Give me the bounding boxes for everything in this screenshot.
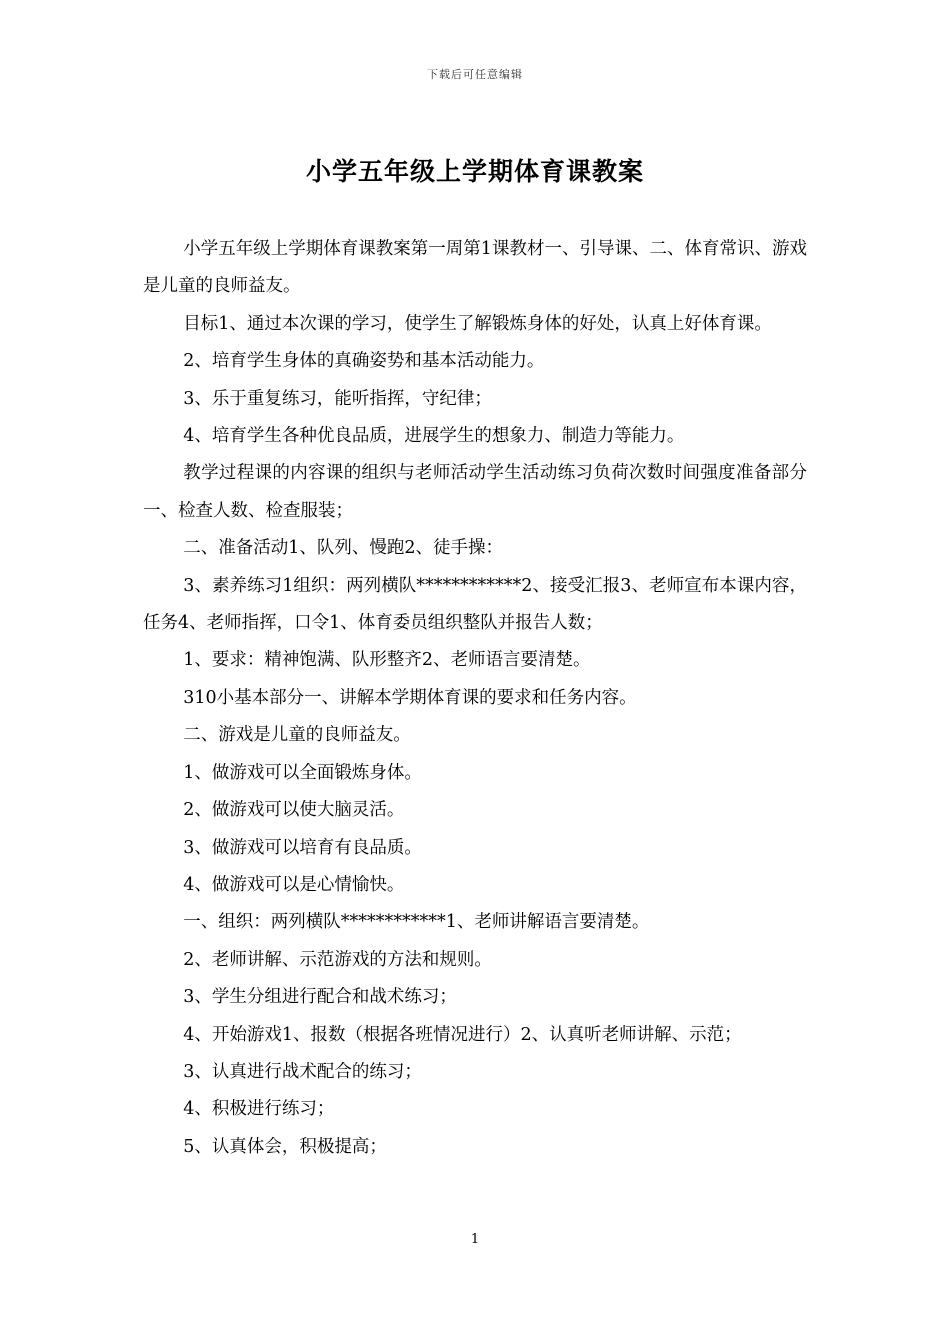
paragraph: 4、开始游戏1、报数（根据各班情况进行）2、认真听老师讲解、示范； <box>183 1024 742 1045</box>
page-number: 1 <box>470 1232 480 1247</box>
paragraph: 二、准备活动1、队列、慢跑2、徒手操： <box>183 538 504 559</box>
paragraph: 一、组织：两列横队************1、老师讲解语言要清楚。 <box>183 912 650 933</box>
paragraph: 1、做游戏可以全面锻炼身体。 <box>183 762 422 783</box>
document-body <box>143 231 807 1166</box>
paragraph: 3、素养练习1组织：两列横队************2、接受汇报3、老师宣布本课内容，任务4、老师指挥，口令1、体育委员组织整队并报告人数； <box>143 575 807 634</box>
paragraph: 2、老师讲解、示范游戏的方法和规则。 <box>183 949 492 970</box>
paragraph: 3、乐于重复练习，能听指挥，守纪律； <box>183 388 492 409</box>
paragraph: 5、认真体会，积极提高； <box>183 1136 387 1157</box>
paragraph: 4、积极进行练习； <box>183 1099 335 1120</box>
header-note: 下载后可任意编辑 <box>427 68 523 81</box>
document-title: 小学五年级上学期体育课教案 <box>305 157 644 186</box>
paragraph: 1、要求：精神饱满、队形整齐2、老师语言要清楚。 <box>183 650 591 671</box>
paragraph: 4、培育学生各种优良品质，进展学生的想象力、制造力等能力。 <box>183 426 685 447</box>
paragraph: 小学五年级上学期体育课教案第一周第1课教材一、引导课、二、体育常识、游戏是儿童的良师益友。 <box>143 239 807 297</box>
paragraph: 4、做游戏可以是心情愉快。 <box>183 874 405 895</box>
paragraph: 310小基本部分一、讲解本学期体育课的要求和任务内容。 <box>183 687 637 708</box>
paragraph: 3、认真进行战术配合的练习； <box>183 1061 422 1082</box>
paragraph: 2、培育学生身体的真确姿势和基本活动能力。 <box>183 351 545 372</box>
paragraph: 3、做游戏可以培育有良品质。 <box>183 837 422 858</box>
paragraph: 3、学生分组进行配合和战术练习； <box>183 987 457 1008</box>
paragraph: 2、做游戏可以使大脑灵活。 <box>183 800 405 821</box>
paragraph: 二、游戏是儿童的良师益友。 <box>183 725 411 746</box>
paragraph: 目标1、通过本次课的学习，使学生了解锻炼身体的好处，认真上好体育课。 <box>183 313 772 334</box>
paragraph: 教学过程课的内容课的组织与老师活动学生活动练习负荷次数时间强度准备部分一、检查人数、检查服装； <box>143 463 807 521</box>
